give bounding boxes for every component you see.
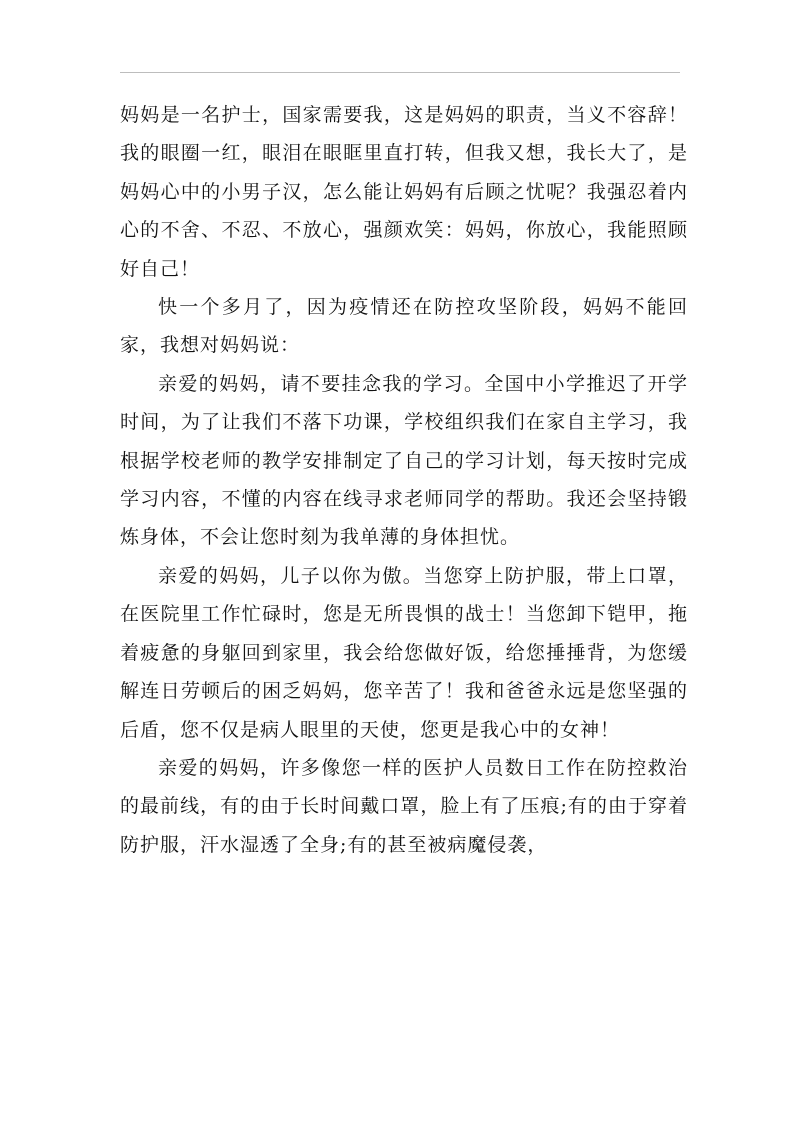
header-rule (120, 72, 680, 73)
paragraph-continuation: 妈妈是一名护士，国家需要我，这是妈妈的职责，当义不容辞！我的眼圈一红，眼泪在眼眶里直打转，但我又想，我长大了，是妈妈心中的小男子汉，怎么能让妈妈有后顾之忧呢？我强忍着内心的不舍、不忍、不放心，强颜欢笑：妈妈，你放心，我能照顾好自己！ (120, 104, 688, 280)
paragraph-frontline: 亲爱的妈妈，许多像您一样的医护人员数日工作在防控救治的最前线，有的由于长时间戴口罩，脸上有了压痕;有的由于穿着防护服，汗水湿透了全身;有的甚至被病魔侵袭， (120, 756, 688, 856)
document-body (120, 96, 688, 864)
paragraph-study: 亲爱的妈妈，请不要挂念我的学习。全国中小学推迟了开学时间，为了让我们不落下功课，学校组织我们在家自主学习，我根据学校老师的教学安排制定了自己的学习计划，每天按时完成学习内容，不懂的内容在线寻求老师同学的帮助。我还会坚持锻炼身体，不会让您时刻为我单薄的身体担忧。 (120, 372, 688, 549)
paragraph-pride: 亲爱的妈妈，儿子以你为傲。当您穿上防护服，带上口罩，在医院里工作忙碌时，您是无所畏惧的战士！当您卸下铠甲，拖着疲惫的身躯回到家里，我会给您做好饭，给您捶捶背，为您缓解连日劳顿后的困乏妈妈，您辛苦了！我和爸爸永远是您坚强的后盾，您不仅是病人眼里的天使，您更是我心中的女神！ (120, 564, 688, 741)
paragraph-intro: 快一个多月了，因为疫情还在防控攻坚阶段，妈妈不能回家，我想对妈妈说： (120, 296, 688, 357)
